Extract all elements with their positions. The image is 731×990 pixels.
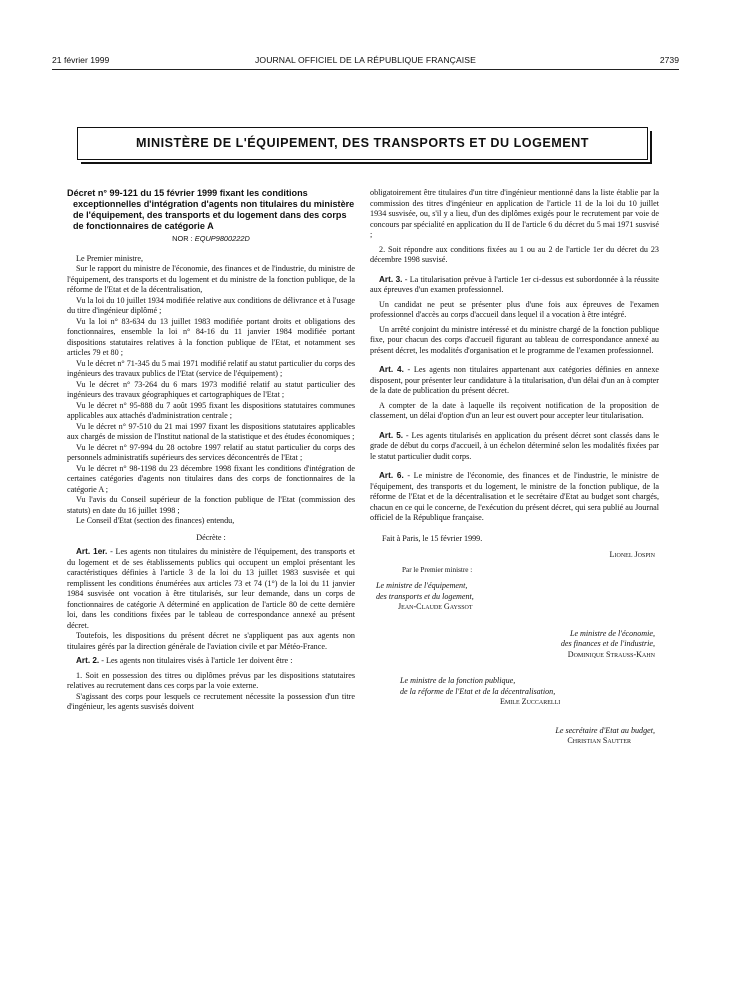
article-text: obligatoirement être titulaires d'un titre d'ingénieur mentionné dans la liste établie par la commission des titres d'ingénieur en application de l'article 11 de la loi du 10 juillet 1934 susvisée, ou, s'il y a lieu, d'un des diplômes exigés pour le recrutement par voie de concours par spécialité en application du II de l'article 6 du décret du 5 mai 1971 susvisé ;	[370, 188, 659, 239]
article-paragraph	[67, 671, 355, 692]
preamble-line: Vu le décret n° 97-510 du 21 mai 1997 fixant les dispositions statutaires applicables aux chargés de mission de l'Institut national de la statistique et des études économiques ;	[67, 421, 355, 441]
article-paragraph	[370, 471, 659, 524]
preamble-line: Sur le rapport du ministre de l'économie, des finances et de l'industrie, du ministre de l'équipement, des transports et du logement et du ministre de la fonction publique, de la réforme de l'Etat et de la décentralisation,	[67, 264, 355, 294]
article-paragraph	[370, 365, 659, 397]
article-paragraph	[370, 275, 659, 296]
preamble-line: Le Conseil d'Etat (section des finances) entendu,	[76, 516, 235, 525]
preamble-line: Vu le décret n° 71-345 du 5 mai 1971 modifié relatif au statut particulier du corps des ingénieurs des travaux publics de l'Etat (service de l'équipement) ;	[67, 358, 355, 378]
decree-title: Décret n° 99-121 du 15 février 1999 fixant les conditions exceptionnelles d'intégration d'agents non titulaires du ministère de l'équipement, des transports et du logement dans des corps de fonctionnaires de catégorie A	[67, 188, 355, 231]
article-text: Toutefois, les dispositions du présent décret ne s'appliquent pas aux agents non titulaires gérés par la direction générale de l'aviation civile et par Météo-France.	[67, 631, 355, 651]
article-text: A compter de la date à laquelle ils reçoivent notification de la proposition de classement, un délai d'option d'un an leur est ouvert pour accepter leur titularisation.	[370, 400, 659, 420]
signatory-role: des finances et de l'industrie,	[560, 639, 655, 648]
signatory-name: Emile Zuccarelli	[500, 697, 561, 706]
article-label: Art. 5.	[379, 430, 404, 440]
article-label: Art. 6.	[379, 471, 404, 480]
header-date: 21 février 1999	[52, 55, 110, 65]
ministry-title: MINISTÈRE DE L'ÉQUIPEMENT, DES TRANSPORTS ET DU LOGEMENT	[136, 136, 589, 150]
article-paragraph	[67, 631, 355, 652]
signatory-role: Le secrétaire d'Etat au budget,	[555, 725, 655, 735]
signatory-role: Le ministre de l'économie,	[569, 628, 655, 638]
article-text: - Les agents non titulaires du ministère de l'équipement, des transports et du logement et de ses établissements publics qui occupent un emploi présentant les caractéristiques définies à l'article 3 de la loi du 13 juillet 1983 susvisée et qui remplissent les conditions énumérées aux articles 73 et 74 (1°) de la loi du 11 janvier 1984 susvisée ont vocation à être titularisés, sur leur demande, dans un corps de fonctionnaires de catégorie A déterminé en application de l'article 80 de cette dernière loi, dans les conditions fixées par le tableau de correspondance annexé au présent décret.	[67, 547, 356, 630]
ministry-banner	[77, 127, 648, 160]
article-text: 1. Soit en possession des titres ou diplômes prévus par les dispositions statutaires relatives au recrutement dans ces corps par la voie externe.	[67, 670, 355, 690]
preamble-line: Vu le décret n° 95-888 du 7 août 1995 fixant les dispositions statutaires communes applicables aux attachés d'administration centrale ;	[67, 400, 355, 420]
article-text: - Les agents non titulaires visés à l'article 1er doivent être :	[101, 656, 293, 665]
preamble-line: Vu l'avis du Conseil supérieur de la fonction publique de l'Etat (commission des statuts) en date du 16 juillet 1998 ;	[67, 495, 355, 515]
article-text: - La titularisation prévue à l'article 1er ci-dessus est subordonnée à la réussite aux épreuves d'un examen professionnel.	[370, 274, 660, 294]
signatory-name: Christian Sautter	[567, 736, 631, 745]
article-label: Art. 3.	[379, 274, 403, 284]
signatory-economie	[370, 629, 659, 661]
article-label: Art. 1er.	[76, 547, 108, 556]
article-paragraph	[370, 300, 659, 321]
signatory-name: Jean-Claude Gayssot	[398, 602, 473, 611]
article-text: S'agissant des corps pour lesquels ce recrutement nécessite la possession d'un titre d'ingénieur, les agents susvisés doivent	[67, 691, 355, 711]
pm-signature: Lionel Jospin	[609, 550, 655, 559]
signature-block	[370, 534, 659, 747]
article-text: - Les agents titularisés en application du présent décret sont classés dans le grade de début du corps d'accueil, à un échelon déterminé selon les modalités fixées par le statut particulier dudit corps.	[370, 430, 659, 461]
article-text: - Le ministre de l'économie, des finances et de l'industrie, le ministre de l'équipement, des transports et du logement, le ministre de la fonction publique, de la réforme de l'Etat et de la décentralisation et le secrétaire d'Etat au budget sont chargés, chacun en ce qui le concerne, de l'exécution du présent décret, qui sera publié au Journal officiel de la République française.	[370, 471, 660, 522]
preamble-line: Vu le décret n° 97-994 du 28 octobre 1997 relatif au statut particulier du corps des personnels administratifs supérieurs des services déconcentrés de l'Etat ;	[67, 442, 355, 462]
signatory-role: Le ministre de la fonction publique,	[400, 676, 516, 685]
preamble-line: Le Premier ministre,	[76, 253, 144, 263]
signatory-budget	[370, 726, 659, 747]
nor-code: EQUP9800222D	[194, 234, 250, 243]
article-text: 2. Soit répondre aux conditions fixées au 1 ou au 2 de l'article 1er du décret du 23 décembre 1998 susvisé.	[370, 244, 659, 264]
article-paragraph	[67, 547, 355, 631]
signatory-role: de la réforme de l'Etat et de la décentralisation,	[400, 686, 556, 696]
decrete-heading: Décrète :	[196, 532, 226, 542]
article-paragraph	[370, 245, 659, 266]
nor-label: NOR :	[172, 234, 193, 243]
left-column	[67, 188, 355, 713]
preamble-line: Vu le décret n° 98-1198 du 23 décembre 1998 fixant les conditions d'intégration de certaines catégories d'agents non titulaires dans des corps de fonctionnaires de la catégorie A ;	[67, 463, 355, 494]
header-page-number: 2739	[659, 55, 679, 65]
signatory-role: des transports et du logement,	[376, 591, 474, 601]
article-label: Art. 4.	[379, 365, 404, 374]
signatory-role: Le ministre de l'équipement,	[376, 581, 468, 590]
article-text: Un arrêté conjoint du ministre intéressé et du ministre chargé de la fonction publique fixe, pour chacun des corps d'accueil figurant au tableau de correspondance annexé au présent décret, les modalités d'organisation et le programme de l'examen professionnel.	[370, 324, 659, 355]
article-paragraph	[370, 325, 659, 357]
pm-line: Par le Premier ministre :	[402, 565, 473, 574]
article-label: Art. 2.	[76, 656, 100, 665]
article-text: - Les agents non titulaires appartenant aux catégories définies en annexe disposent, pour présenter leur candidature à la titularisation, d'un délai d'un an à compter de la date de publication du présent décret.	[370, 365, 659, 395]
place-date: Fait à Paris, le 15 février 1999.	[382, 533, 483, 543]
running-header	[52, 55, 679, 69]
article-paragraph	[67, 692, 355, 713]
header-rule	[52, 69, 679, 70]
preamble-line: Vu la loi n° 83-634 du 13 juillet 1983 modifiée portant droits et obligations des fonctionnaires, ensemble la loi n° 84-16 du 11 janvier 1984 modifiée portant dispositions statutaires relatives à la fonction publique de l'Etat, et notamment ses articles 79 et 80 ;	[67, 316, 355, 357]
article-paragraph	[370, 401, 659, 422]
header-journal-title: JOURNAL OFFICIEL DE LA RÉPUBLIQUE FRANÇAISE	[255, 55, 476, 65]
nor-reference	[67, 234, 355, 245]
article-paragraph	[370, 188, 659, 241]
article-paragraph	[67, 656, 355, 667]
right-column	[370, 188, 659, 747]
preamble-line: Vu le décret n° 73-264 du 6 mars 1973 modifié relatif au statut particulier des ingénieurs des travaux géographiques et cartographiques de l'Etat ;	[67, 379, 355, 399]
preamble-line: Vu la loi du 10 juillet 1934 modifiée relative aux conditions de délivrance et à l'usage du titre d'ingénieur diplômé ;	[67, 295, 355, 315]
signatory-equipement	[370, 581, 659, 613]
signatory-fonction-publique	[370, 676, 659, 708]
signatory-name: Dominique Strauss-Kahn	[567, 649, 655, 659]
article-text: Un candidat ne peut se présenter plus d'une fois aux épreuves de l'examen professionnel d'accès au corps d'accueil dans lequel il a vocation à être intégré.	[370, 299, 659, 319]
article-paragraph	[370, 431, 659, 463]
